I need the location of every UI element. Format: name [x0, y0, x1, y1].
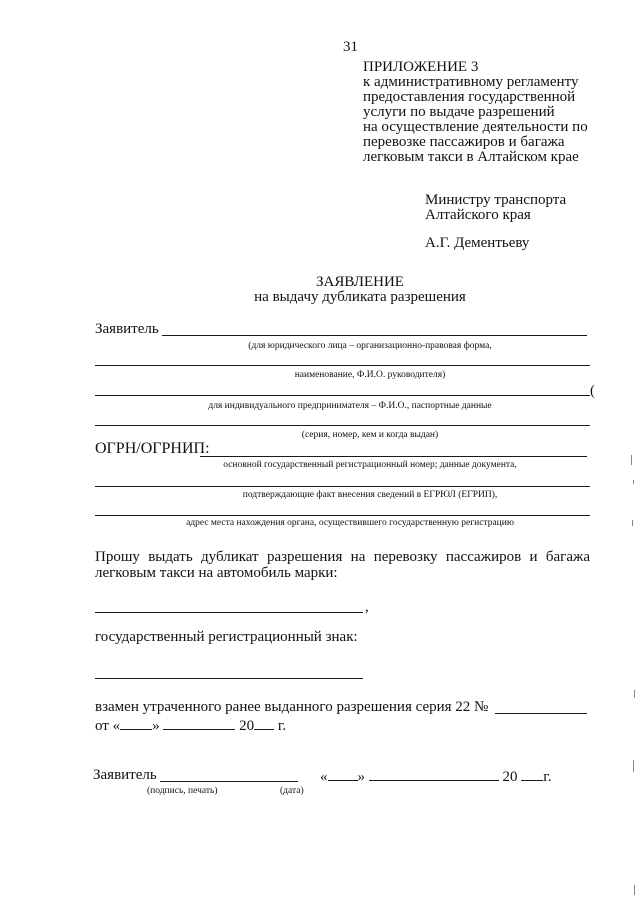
ogrn-hint-address: адрес места нахождения органа, осуществившего государственную регистрацию: [186, 518, 514, 528]
request-line1: Прошу выдать дубликат разрешения на перевозку пассажиров и багажа: [95, 549, 590, 565]
applicant-field-line[interactable]: [95, 425, 590, 426]
document-title: ЗАЯВЛЕНИЕ: [316, 274, 404, 290]
ogrn-field-line[interactable]: [200, 456, 587, 457]
ogrn-label: ОГРН/ОГРНИП:: [95, 440, 210, 457]
scan-edge-mark: [633, 760, 634, 772]
addressee-name: А.Г. Дементьеву: [425, 235, 530, 251]
signature-day-field[interactable]: [328, 768, 358, 781]
car-brand-comma: ,: [365, 599, 369, 615]
scan-edge-mark: [632, 520, 633, 526]
ogrn-hint-egrul: подтверждающие факт внесения сведений в ЕГРЮЛ (ЕГРИП),: [242, 490, 498, 500]
appendix-line: предоставления государственной: [363, 89, 576, 105]
day-field[interactable]: [120, 717, 152, 730]
ogrn-field-line[interactable]: [95, 486, 590, 487]
signature-year-suffix: г.: [543, 769, 552, 785]
addressee-line1: Министру транспорта: [425, 192, 567, 208]
replacement-date-row: [95, 717, 286, 734]
car-brand-field-line[interactable]: [95, 612, 363, 613]
applicant-field-line[interactable]: [95, 365, 590, 366]
applicant-hint-passport: (серия, номер, кем и когда выдан): [301, 430, 439, 440]
signature-field-line[interactable]: [160, 781, 298, 782]
signature-hint-date: (дата): [280, 786, 304, 796]
year-field[interactable]: [254, 717, 274, 730]
scan-edge-mark: [633, 480, 634, 484]
applicant-field-line[interactable]: [95, 395, 590, 396]
addressee-line2: Алтайского края: [425, 207, 531, 223]
appendix-block: [363, 60, 588, 165]
signature-hint-sign: (подпись, печать): [147, 786, 218, 796]
month-field[interactable]: [163, 717, 235, 730]
document-subtitle: на выдачу дубликата разрешения: [254, 289, 466, 305]
date-close-quote: »: [152, 718, 160, 734]
applicant-hint-ip: для индивидуального предпринимателя – Ф.И.О., паспортные данные: [208, 401, 492, 411]
signature-date-row: [320, 768, 551, 785]
signature-close-quote: »: [357, 769, 365, 785]
ogrn-field-line[interactable]: [95, 515, 590, 516]
scan-edge-mark: [634, 885, 635, 895]
request-line2: легковым такси на автомобиль марки:: [95, 565, 338, 581]
applicant-hint-name: наименование, Ф.И.О. руководителя): [294, 370, 446, 380]
appendix-line: легковым такси в Алтайском крае: [363, 149, 579, 165]
year-suffix: г.: [277, 718, 287, 734]
applicant-field-line[interactable]: [162, 335, 587, 336]
permit-number-field-line[interactable]: [495, 713, 587, 714]
signature-year-field[interactable]: [521, 768, 543, 781]
scan-edge-mark: [634, 690, 635, 698]
ogrn-hint-number: основной государственный регистрационный номер; данные документа,: [223, 460, 517, 470]
applicant-hint-legal: (для юридического лица – организационно-правовая форма,: [248, 341, 492, 351]
replacement-text: взамен утраченного ранее выданного разрешения серия 22 №: [95, 699, 489, 715]
appendix-line: к административному регламенту: [363, 74, 579, 90]
signature-open-quote: «: [320, 769, 328, 785]
date-from-label: от «: [95, 718, 121, 734]
applicant-end-mark: (: [590, 383, 595, 399]
signature-year-prefix: 20: [502, 769, 518, 785]
scan-edge-mark: [631, 455, 632, 465]
page-number: 31: [343, 39, 358, 55]
plate-label: государственный регистрационный знак:: [95, 629, 358, 645]
appendix-title: ПРИЛОЖЕНИЕ 3: [363, 59, 479, 75]
appendix-line: перевозке пассажиров и багажа: [363, 134, 565, 150]
signature-label: Заявитель: [93, 767, 157, 783]
signature-month-field[interactable]: [369, 768, 499, 781]
plate-field-line[interactable]: [95, 678, 363, 679]
appendix-line: на осуществление деятельности по: [363, 119, 588, 135]
year-prefix: 20: [239, 718, 255, 734]
applicant-label: Заявитель: [95, 321, 159, 337]
appendix-line: услуги по выдаче разрешений: [363, 104, 555, 120]
